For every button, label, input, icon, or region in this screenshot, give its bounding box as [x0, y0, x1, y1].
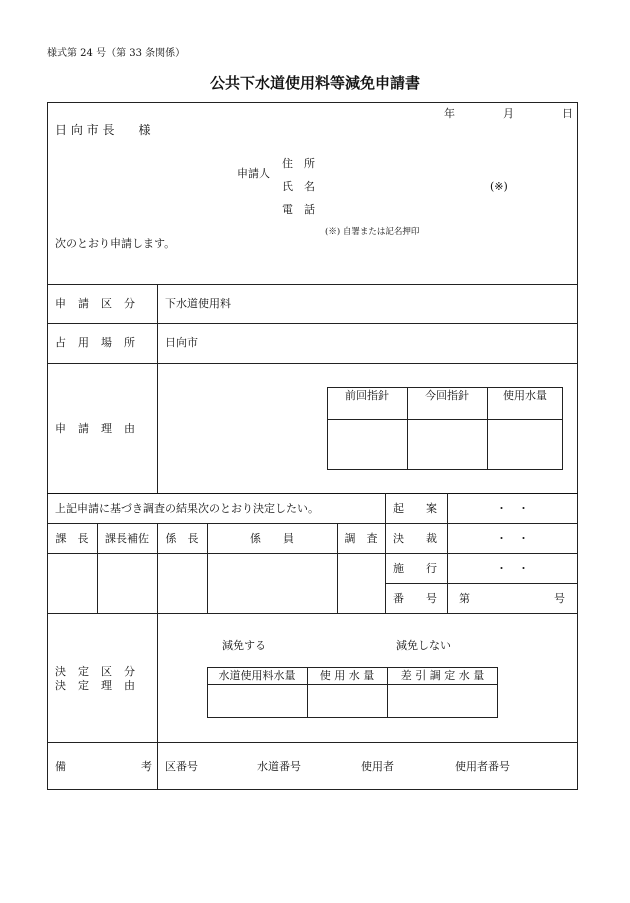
- addressee: 日 向 市 長 様: [55, 123, 151, 137]
- rule: [47, 284, 578, 285]
- meter-header-usage: 使用水量: [503, 389, 547, 402]
- staff-header-staff: 係 員: [250, 532, 294, 545]
- remarks-user-number: 使用者番号: [455, 760, 510, 773]
- rule: [157, 613, 158, 790]
- option-exempt: 減免する: [222, 639, 266, 652]
- option-not-exempt: 減免しない: [396, 639, 451, 652]
- page-title: 公共下水道使用料等減免申請書: [209, 74, 420, 92]
- rule: [385, 493, 386, 613]
- draft-date: ・ ・: [496, 502, 529, 515]
- reason-label: 申 請 理 由: [55, 422, 136, 435]
- meter-header-current: 今回指針: [425, 389, 469, 402]
- remarks-label-left: 備: [55, 760, 66, 773]
- location-value: 日向市: [165, 336, 198, 349]
- rule: [47, 323, 578, 324]
- remarks-ward-number: 区番号: [165, 760, 198, 773]
- phone-label: 電 話: [282, 203, 315, 216]
- rule: [47, 613, 578, 614]
- decision-statement: 上記申請に基づき調査の結果次のとおり決定したい。: [55, 502, 319, 515]
- draft-label: 起 案: [393, 502, 437, 515]
- location-label: 占 用 場 所: [55, 336, 136, 349]
- rule: [47, 523, 578, 524]
- name-label: 氏 名: [282, 180, 315, 193]
- staff-header-section-chief: 課 長: [55, 532, 89, 545]
- applicant-label: 申請人: [237, 167, 270, 180]
- seal-mark: (※): [490, 180, 508, 193]
- date-month-label: 月: [503, 107, 514, 120]
- approval-label: 決 裁: [393, 532, 437, 545]
- enforcement-label: 施 行: [393, 562, 437, 575]
- rule: [47, 742, 578, 743]
- category-value: 下水道使用料: [165, 297, 231, 310]
- volume-header-water: 水道使用料水量: [218, 669, 296, 682]
- form-number: 様式第 24 号（第 33 条関係）: [47, 48, 186, 59]
- rule: [207, 684, 498, 685]
- number-prefix: 第: [459, 592, 470, 605]
- number-label: 番 号: [393, 592, 437, 605]
- volume-header-difference: 差 引 調 定 水 量: [400, 669, 485, 682]
- remarks-water-number: 水道番号: [257, 760, 301, 773]
- staff-header-inspection: 調 査: [344, 532, 378, 545]
- rule: [385, 553, 578, 554]
- address-label: 住 所: [282, 157, 315, 170]
- number-suffix: 号: [554, 592, 565, 605]
- staff-header-deputy-chief: 課長補佐: [105, 532, 149, 545]
- seal-note: (※) 自署または記名押印: [325, 227, 420, 237]
- result-label-category: 決 定 区 分: [55, 665, 136, 678]
- rule: [157, 284, 158, 493]
- staff-header-unit-chief: 係 長: [165, 532, 199, 545]
- volume-header-usage: 使 用 水 量: [319, 669, 375, 682]
- result-label-reason: 決 定 理 由: [55, 679, 136, 692]
- category-label: 申 請 区 分: [55, 297, 136, 310]
- rule: [47, 363, 578, 364]
- remarks-user: 使用者: [361, 760, 394, 773]
- date-day-label: 日: [562, 107, 573, 120]
- rule: [327, 419, 563, 420]
- enforcement-date: ・ ・: [496, 562, 529, 575]
- meter-header-previous: 前回指針: [345, 389, 389, 402]
- request-text: 次のとおり申請します。: [55, 237, 176, 250]
- remarks-label-right: 考: [141, 760, 152, 773]
- date-year-label: 年: [444, 107, 455, 120]
- approval-date: ・ ・: [496, 532, 529, 545]
- section-divider: [47, 493, 578, 494]
- rule: [385, 583, 578, 584]
